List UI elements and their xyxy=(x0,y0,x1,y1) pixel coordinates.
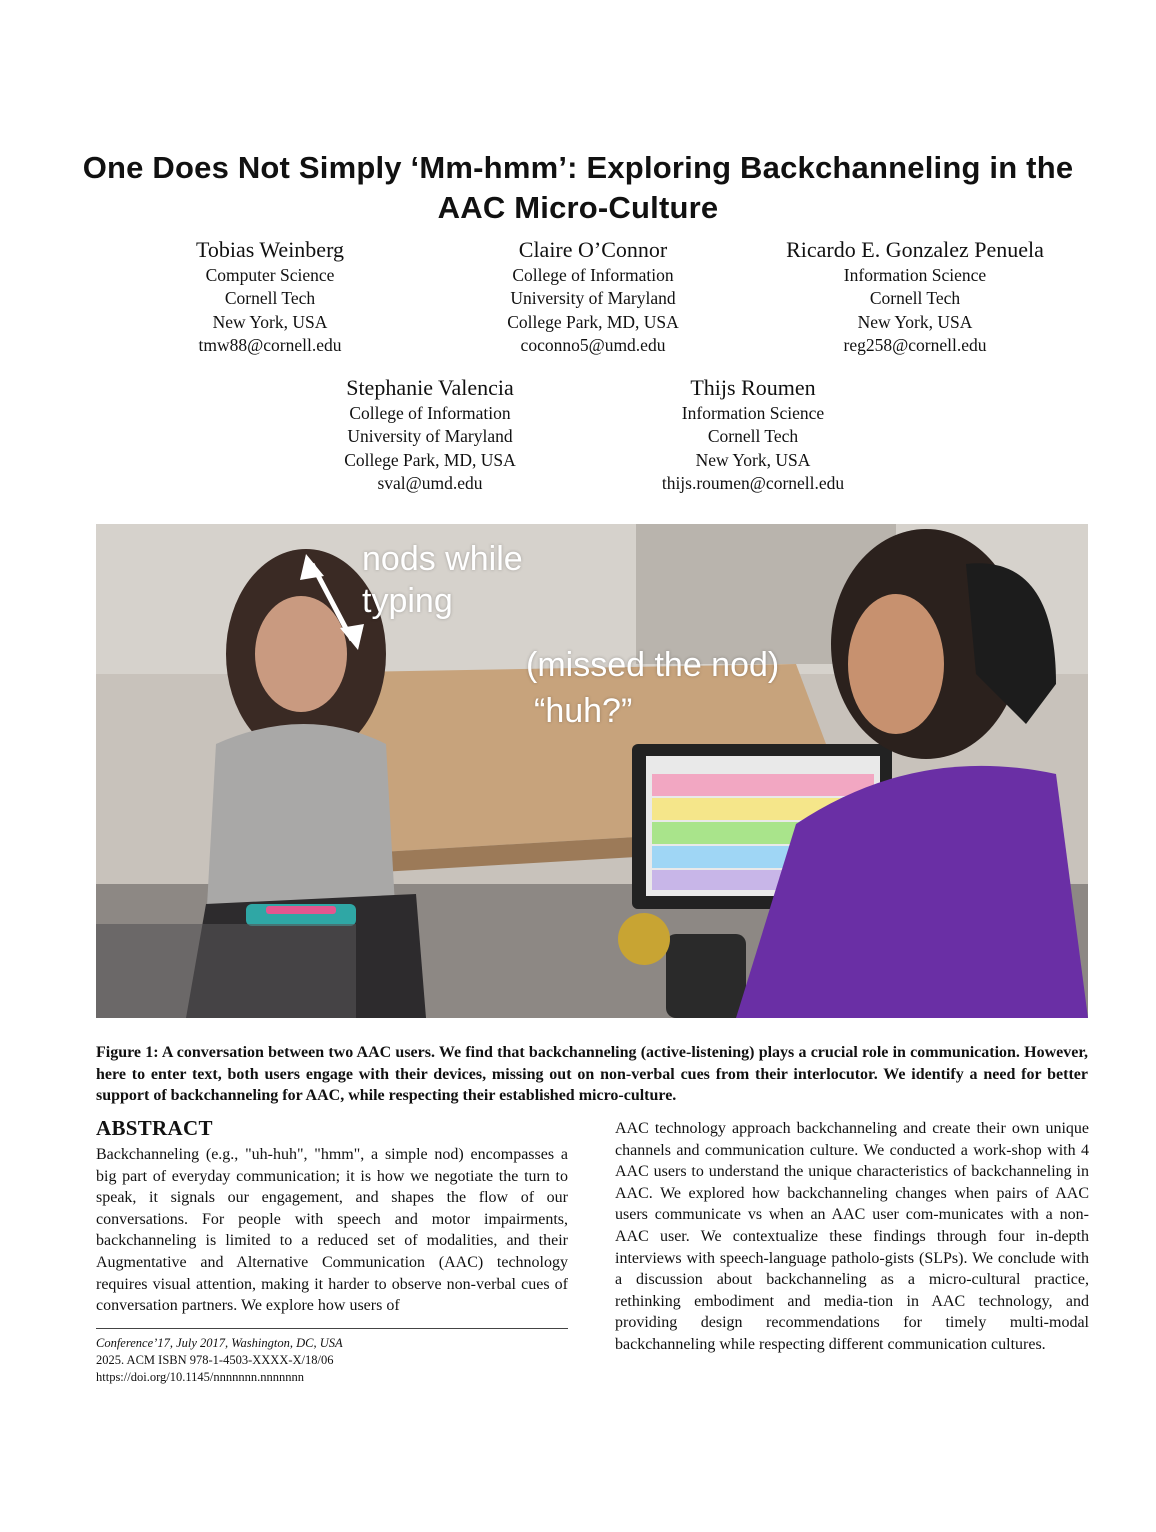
footnote-divider xyxy=(96,1328,568,1329)
author-dept: Information Science xyxy=(681,403,825,423)
author-name: Thijs Roumen xyxy=(690,375,816,400)
author-org: Cornell Tech xyxy=(869,288,961,309)
photo-illustration xyxy=(96,524,1088,1018)
paper-title: One Does Not Simply ‘Mm-hmm’: Exploring Backchanneling in the AAC Micro-Culture xyxy=(82,150,1074,225)
author-name: Tobias Weinberg xyxy=(195,237,345,262)
author-location: College Park, MD, USA xyxy=(507,311,679,332)
footnote-venue: Conference’17, July 2017, Washington, DC, USA xyxy=(96,1336,343,1350)
author-location: New York, USA xyxy=(695,449,811,470)
abstract-left-column: Backchanneling (e.g., "uh-huh", "hmm", a simple nod) encompasses a big part of everyday communication; it is how we negotiate the turn to speak, it signals our engagement, and shapes the flow of our conversations. For people with speech and motor impairments, backchanneling is limited to a reduced set of modalities, and their Augmentative and Alternative Communication (AAC) technology requires visual attention, making it harder to observe non-verbal cues of conversation partners. We explore how users of xyxy=(96,1146,568,1315)
author-email[interactable]: reg258@cornell.edu xyxy=(843,335,987,356)
abstract-heading: ABSTRACT xyxy=(96,1116,213,1140)
figure-photo xyxy=(96,524,1088,1018)
author-dept: College of Information xyxy=(512,265,674,285)
author-location: New York, USA xyxy=(857,311,973,332)
overlay-nods-while-typing: nods while typing xyxy=(362,540,523,620)
abstract-right-column: AAC technology approach backchanneling and create their own unique channels and communication culture. We conducted a work-shop with 4 AAC users to understand the unique characteristics of backchanneling in AAC. We explored how backchanneling changes when pairs of AAC users communicate vs when an AAC user com-municates with a non-AAC user. We contextualize these findings through four in-depth interviews with speech-language patholo-gists (SLPs). We conclude with a discussion about backchanneling as a micro-cultural practice, rethinking embodiment and media-tion in AAC technology, and providing design recommendations for timely multi-modal backchanneling while respecting different communication cultures. xyxy=(615,1120,1089,1353)
author-org: University of Maryland xyxy=(347,426,513,447)
author-block xyxy=(453,236,733,358)
author-dept: College of Information xyxy=(349,403,511,423)
author-dept: Information Science xyxy=(843,265,987,285)
author-dept: Computer Science xyxy=(205,265,335,285)
author-block xyxy=(608,374,898,496)
author-name: Stephanie Valencia xyxy=(346,375,514,400)
author-email[interactable]: thijs.roumen@cornell.edu xyxy=(661,473,845,494)
author-org: Cornell Tech xyxy=(224,288,316,309)
footnote-doi[interactable]: https://doi.org/10.1145/nnnnnnn.nnnnnnn xyxy=(96,1370,304,1384)
author-location: New York, USA xyxy=(212,311,328,332)
figure-caption: Figure 1: A conversation between two AAC users. We find that backchanneling (active-listening) plays a crucial role in communication. However, here to enter text, both users engage with their devices, missing out on non-verbal cues from their interlocutor. We identify a need for better support of backchanneling for AAC, while respecting their established micro-culture. xyxy=(96,1044,1088,1104)
footnote-isbn: 2025. ACM ISBN 978-1-4503-XXXX-X/18/06 xyxy=(96,1353,334,1367)
author-email[interactable]: tmw88@cornell.edu xyxy=(198,335,342,356)
author-org: University of Maryland xyxy=(510,288,676,309)
author-email[interactable]: sval@umd.edu xyxy=(377,473,483,494)
author-block xyxy=(130,236,410,358)
footnote xyxy=(96,1335,568,1386)
author-block xyxy=(745,236,1085,358)
author-location: College Park, MD, USA xyxy=(344,449,516,470)
author-org: Cornell Tech xyxy=(707,426,799,447)
author-block xyxy=(290,374,570,496)
overlay-missed-the-nod: (missed the nod) xyxy=(526,646,780,684)
overlay-huh: “huh?” xyxy=(534,692,633,730)
author-name: Claire O’Connor xyxy=(518,237,668,262)
author-email[interactable]: coconno5@umd.edu xyxy=(520,335,666,356)
author-name: Ricardo E. Gonzalez Penuela xyxy=(786,237,1044,262)
